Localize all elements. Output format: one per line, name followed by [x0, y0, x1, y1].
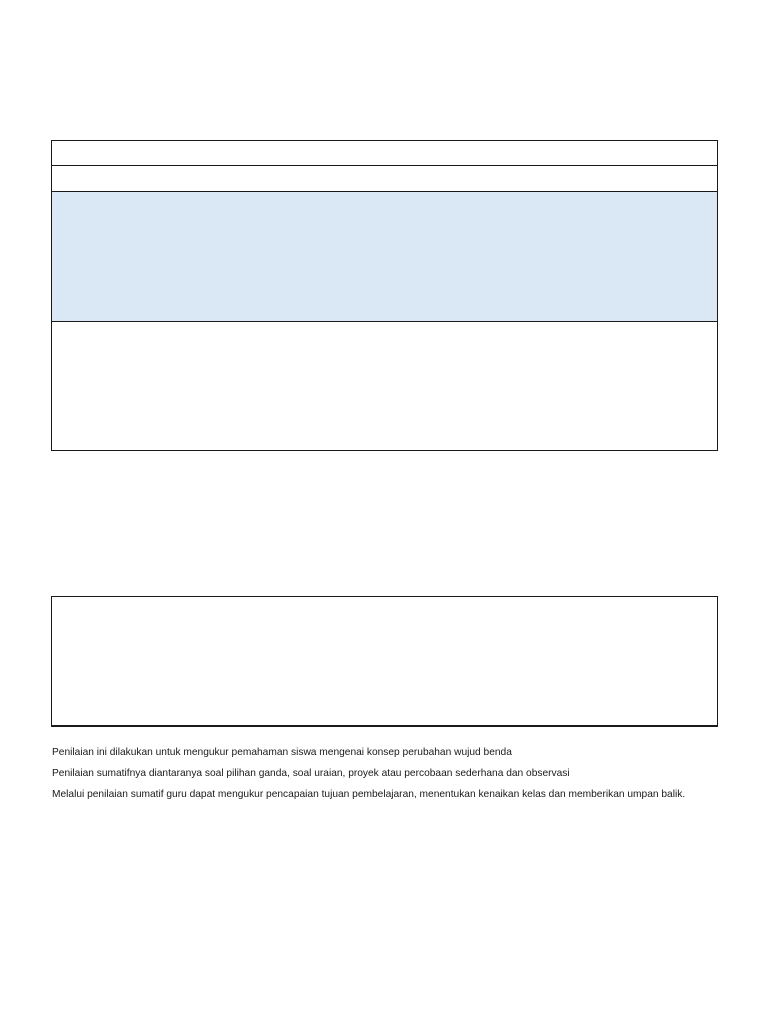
table-row [52, 166, 717, 192]
table-row-highlighted [52, 192, 717, 322]
assessment-table [51, 140, 718, 451]
note-paragraph: Penilaian sumatifnya diantaranya soal pilihan ganda, soal uraian, proyek atau percobaan sederhana dan observasi [52, 768, 570, 779]
note-paragraph: Melalui penilaian sumatif guru dapat mengukur pencapaian tujuan pembelajaran, menentukan kenaikan kelas dan memberikan umpan balik. [52, 789, 686, 800]
summary-box [51, 596, 718, 727]
table-row [52, 322, 717, 450]
table-row [52, 141, 717, 166]
notes-section [52, 746, 718, 809]
note-paragraph: Penilaian ini dilakukan untuk mengukur pemahaman siswa mengenai konsep perubahan wujud benda [52, 747, 512, 758]
